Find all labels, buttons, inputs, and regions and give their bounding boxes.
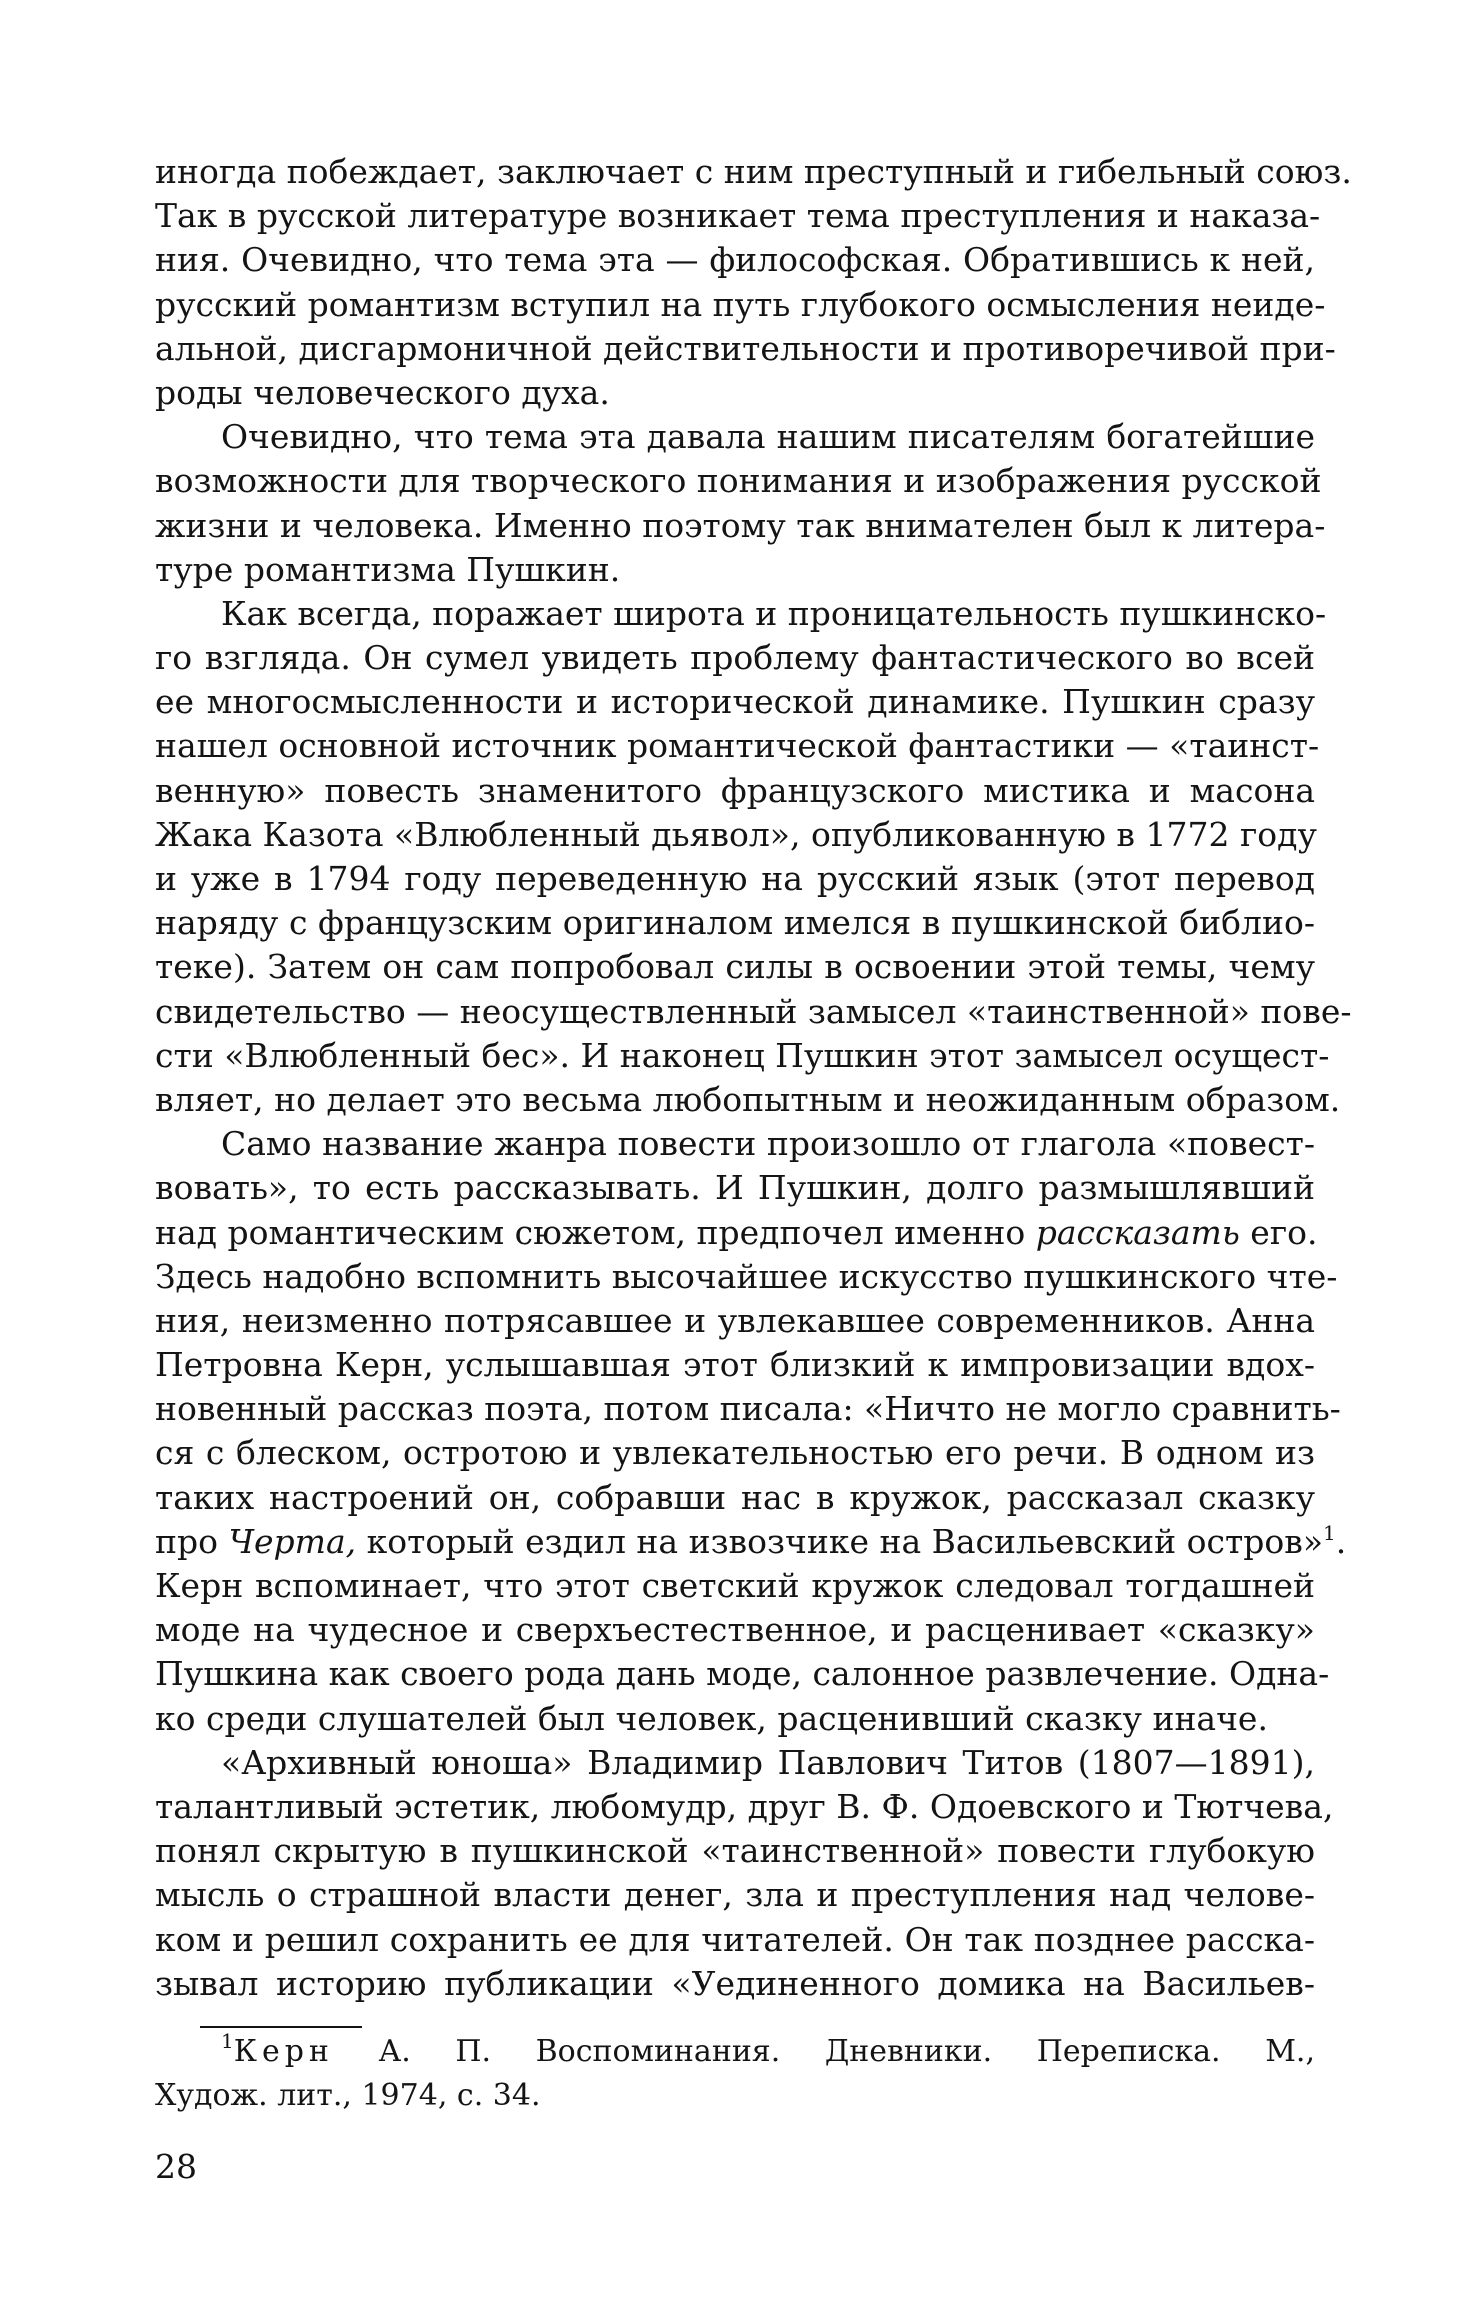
text-line: «Архивный юноша» Владимир Павлович Титов (1807—1891), — [221, 1742, 1315, 1782]
text-line: Петровна Керн, услышавшая этот близкий к импровизации вдох- — [155, 1345, 1315, 1385]
paragraph-1 — [155, 150, 1352, 415]
text-segment: его. — [1250, 1212, 1318, 1252]
text-line: свидетельство — неосуществленный замысел «таинственной» пове- — [155, 991, 1352, 1031]
text-line: Как всегда, поражает широта и проницательность пушкинско- — [221, 593, 1327, 633]
text-line: Здесь надобно вспомнить высочайшее искусство пушкинского чте- — [155, 1256, 1338, 1296]
text-line: нашел основной источник романтической фантастики — «таинст- — [155, 726, 1320, 766]
text-line: ния, неизменно потрясавшее и увлекавшее современников. Анна — [155, 1300, 1315, 1340]
text-line: вовать», то есть рассказывать. И Пушкин, долго размышлявший — [155, 1168, 1315, 1208]
text-line: талантливый эстетик, любомудр, друг В. Ф. Одоевского и Тютчева, — [155, 1786, 1334, 1826]
text-line: наряду с французским оригиналом имелся в пушкинской библио- — [155, 903, 1315, 943]
paragraph-3 — [155, 592, 1352, 1122]
paragraph-5 — [155, 1741, 1334, 2006]
text-line: ее многосмысленности и исторической динамике. Пушкин сразу — [155, 682, 1315, 722]
text-line: вляет, но делает это весьма любопытным и неожиданным образом. — [155, 1079, 1341, 1119]
text-line: Жака Казота «Влюбленный дьявол», опубликованную в 1772 году — [155, 814, 1317, 854]
text-segment: . — [1335, 1521, 1347, 1561]
text-line: Керн вспоминает, что этот светский кружок следовал тогдашней — [155, 1566, 1315, 1605]
text-segment: про — [155, 1521, 218, 1561]
text-line: Так в русской литературе возникает тема преступления и наказа- — [155, 196, 1321, 236]
text-line: зывал историю публикации «Уединенного домика на Васильев- — [155, 1963, 1315, 2003]
text-line: жизни и человека. Именно поэтому так внимателен был к литера- — [155, 505, 1326, 545]
text-line: возможности для творческого понимания и изображения русской — [155, 461, 1322, 501]
text-line: теке). Затем он сам попробовал силы в освоении этой темы, чему — [155, 947, 1315, 987]
text-segment: над романтическим сюжетом, предпочел именно — [155, 1212, 1026, 1252]
text-segment: который ездил на извозчике на Васильевский остров» — [366, 1521, 1324, 1561]
text-line: мысль о страшной власти денег, зла и преступления над челове- — [155, 1875, 1315, 1915]
text-line: ко среди слушателей был человек, расценивший сказку иначе. — [155, 1698, 1268, 1738]
text-line: туре романтизма Пушкин. — [155, 549, 621, 589]
text-line: ся с блеском, остротою и увлекательностью его речи. В одном из — [155, 1433, 1315, 1473]
footnote-author: Керн — [233, 2034, 334, 2069]
paragraph-2 — [155, 415, 1326, 592]
footnote-reference: 1 — [1323, 1520, 1336, 1545]
italic-word: рассказать — [1035, 1212, 1240, 1252]
text-line: Пушкина как своего рода дань моде, салонное развлечение. Одна- — [155, 1654, 1330, 1694]
text-line-with-italic — [155, 1520, 1347, 1564]
page-number: 28 — [155, 2147, 197, 2186]
text-line: го взгляда. Он сумел увидеть проблему фантастического во всей — [155, 638, 1315, 678]
text-line: ния. Очевидно, что тема эта — философская. Обратившись к ней, — [155, 240, 1315, 280]
text-line: венную» повесть знаменитого французского мистика и масона — [155, 770, 1315, 810]
body-text — [155, 150, 1352, 2006]
paragraph-4 — [155, 1122, 1347, 1741]
footnote-line: Худож. лит., 1974, с. 34. — [155, 2078, 541, 2113]
text-line: Само название жанра повести произошло от глагола «повест- — [221, 1124, 1315, 1164]
text-line: моде на чудесное и сверхъестественное, и расценивает «сказку» — [155, 1610, 1315, 1650]
text-line: таких настроений он, собравши нас в кружок, рассказал сказку — [155, 1477, 1315, 1517]
footnote — [155, 2030, 1315, 2118]
text-line: роды человеческого духа. — [155, 372, 610, 412]
text-line: понял скрытую в пушкинской «таинственной» повести глубокую — [155, 1831, 1315, 1871]
text-line: сти «Влюбленный бес». И наконец Пушкин этот замысел осущест- — [155, 1035, 1330, 1075]
text-line: новенный рассказ поэта, потом писала: «Ничто не могло сравнить- — [155, 1389, 1341, 1429]
italic-word: Черта, — [228, 1521, 357, 1561]
footnote-separator — [200, 2026, 362, 2028]
footnote-mark: 1 — [221, 2029, 234, 2053]
text-line-with-italic — [155, 1211, 1318, 1255]
text-line: Очевидно, что тема эта давала нашим писателям богатейшие — [221, 417, 1315, 457]
text-line: русский романтизм вступил на путь глубокого осмысления неиде- — [155, 284, 1326, 324]
text-line: альной, дисгармоничной действительности и противоречивой при- — [155, 328, 1336, 368]
footnote-text: А. П. Воспоминания. Дневники. Переписка. М., — [378, 2034, 1315, 2069]
text-line: и уже в 1794 году переведенную на русский язык (этот перевод — [155, 859, 1315, 898]
text-line: иногда побеждает, заключает с ним преступный и гибельный союз. — [155, 152, 1352, 191]
text-line: ком и решил сохранить ее для читателей. Он так позднее расска- — [155, 1919, 1315, 1959]
footnote-line — [155, 2030, 1315, 2074]
